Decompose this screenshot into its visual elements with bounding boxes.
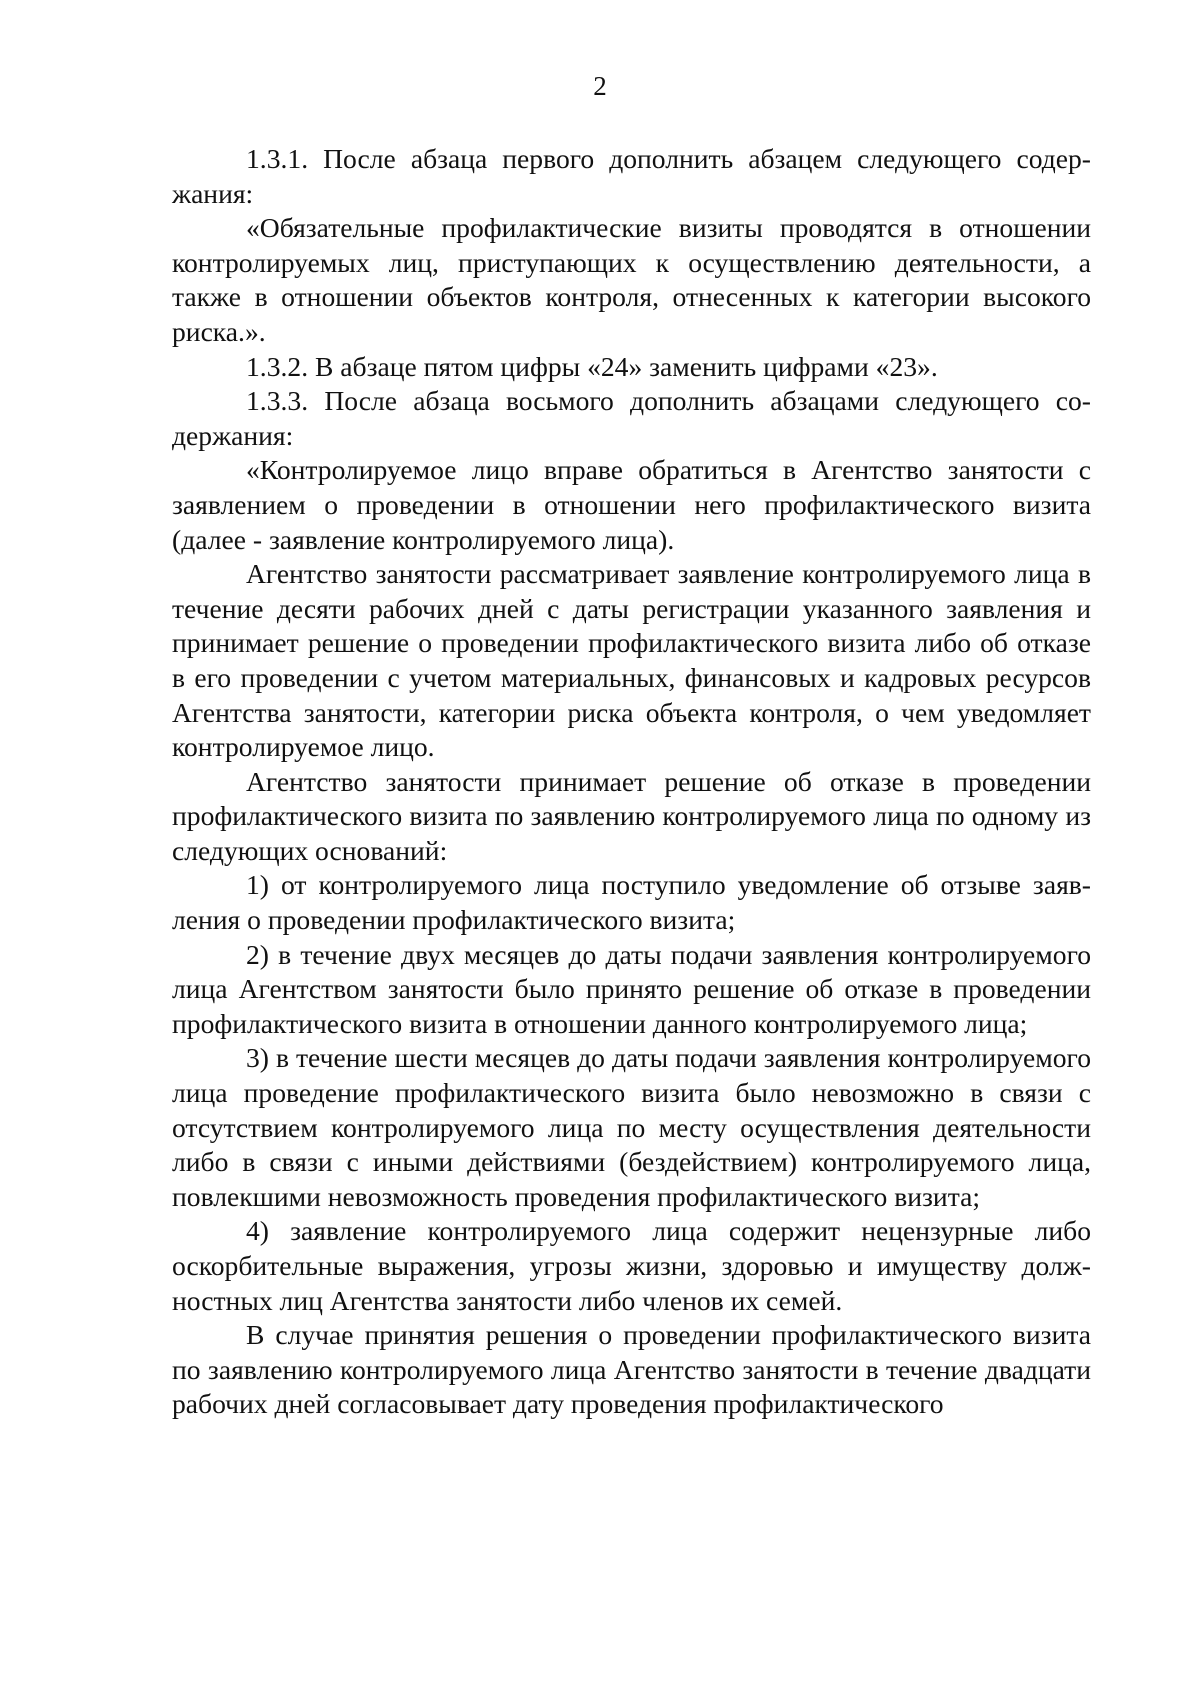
paragraph-mandatory-visits: «Обязательные профилактические визиты проводятся в отношении контролируемых лиц, приступающих к осуществлению деятельности, а также в отношении объектов контроля, отнесенных к категории высокого риска.».: [172, 212, 1091, 347]
paragraph-1-3-1: 1.3.1. После абзаца первого дополнить абзацем следующего содержания:: [172, 143, 1091, 209]
document-body: [172, 142, 1091, 1422]
paragraph-1-3-2: 1.3.2. В абзаце пятом цифры «24» заменить цифрами «23».: [246, 350, 938, 382]
list-item-ground-3: 3) в течение шести месяцев до даты подачи заявления контролируемого лица проведение профилактического визита было невозможно в связи с отсутствием контролируемого лица по месту осуществления деятельности либо в связи с иными действиями (бездействием) контролируемого лица, повлекшими невозможность проведения профилактического визита;: [172, 1042, 1091, 1212]
paragraph-visit-scheduling: В случае принятия решения о проведении профилактического визита по заявлению контролируемого лица Агентство занятости в течение двадцати рабочих дней согласовывает дату проведения профилактического: [172, 1319, 1091, 1420]
paragraph-1-3-3: 1.3.3. После абзаца восьмого дополнить абзацами следующего содержания:: [172, 385, 1091, 451]
list-item-ground-4: 4) заявление контролируемого лица содержит нецензурные либо оскорбительные выражения, угрозы жизни, здоровью и имуществу должностных лиц Агентства занятости либо членов их семей.: [172, 1215, 1091, 1316]
list-item-ground-2: 2) в течение двух месяцев до даты подачи заявления контролируемого лица Агентством занятости было принято решение об отказе в проведении профилактического визита в отношении данного контролируемого лица;: [172, 938, 1091, 1039]
paragraph-application-right: «Контролируемое лицо вправе обратиться в Агентство занятости с заявлением о проведении в отношении него профилактического визита (далее - заявление контролируемого лица).: [172, 454, 1091, 555]
paragraph-refusal-grounds: Агентство занятости принимает решение об отказе в проведении профилактического визита по заявлению контролируемого лица по одному из следующих оснований:: [172, 765, 1091, 866]
paragraph-application-review: Агентство занятости рассматривает заявление контролируемого лица в течение десяти рабочих дней с даты регистрации указанного заявления и принимает решение о проведении профилактического визита либо об отказе в его проведении с учетом материальных, финансовых и кадровых ресурсов Агентства занятости, категории риска объекта контроля, о чем уведомляет контролируемое лицо.: [172, 558, 1091, 763]
list-item-ground-1: 1) от контролируемого лица поступило уведомление об отзыве заявления о проведении профилактического визита;: [172, 869, 1091, 936]
page-number: 2: [593, 71, 607, 101]
